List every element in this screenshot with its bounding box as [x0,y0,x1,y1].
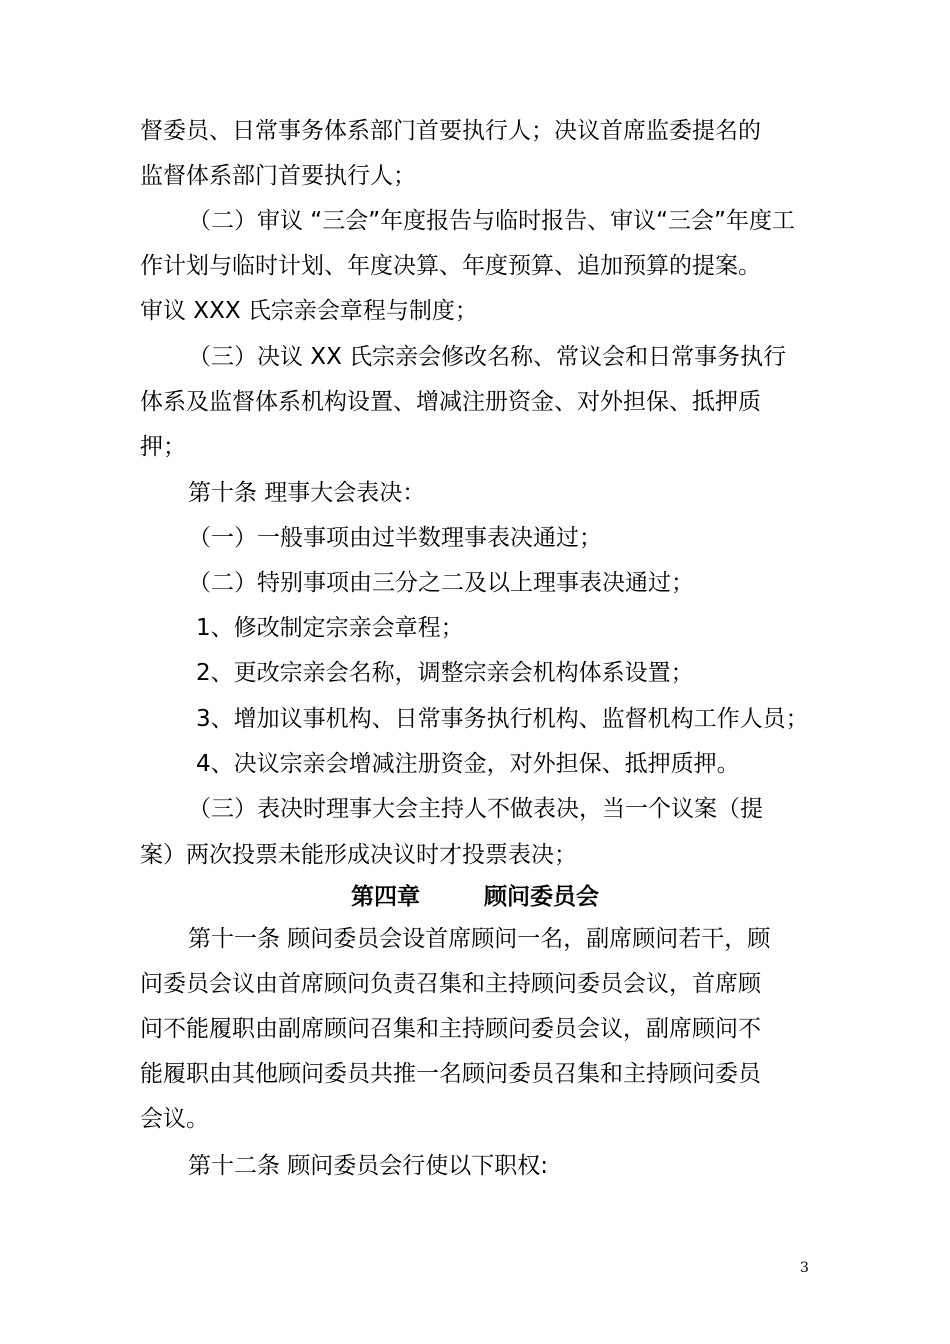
text-line: （三）表决时理事大会主持人不做表决，当一个议案（提 [188,796,763,822]
text-line: 问委员会议由首席顾问负责召集和主持顾问委员会议，首席顾 [140,971,761,997]
text-line: 问不能履职由副席顾问召集和主持顾问委员会议，副席顾问不 [140,1016,761,1042]
text-line: （一）一般事项由过半数理事表决通过； [188,525,602,551]
text-line: （二）特别事项由三分之二及以上理事表决通过； [188,570,694,596]
article-heading: 第十一条 顾问委员会设首席顾问一名，副席顾问若干，顾 [188,926,771,952]
list-item: 4、决议宗亲会增减注册资金，对外担保、抵押质押。 [196,751,740,777]
text-line: 案）两次投票未能形成决议时才投票表决； [140,842,577,868]
text-line: 监督体系部门首要执行人； [140,163,416,189]
text-line: 押； [140,434,186,460]
text-line: 能履职由其他顾问委员共推一名顾问委员召集和主持顾问委员 [140,1061,761,1087]
article-heading: 第十条 理事大会表决： [188,480,426,506]
chapter-title: 第四章 顾问委员会 [350,884,600,910]
article-heading: 第十二条 顾问委员会行使以下职权: [188,1153,549,1179]
text-line: 审议 XXX 氏宗亲会章程与制度； [140,298,478,324]
list-item: 3、增加议事机构、日常事务执行机构、监督机构工作人员； [196,706,809,732]
text-line: 体系及监督体系机构设置、增减注册资金、对外担保、抵押质 [140,389,761,415]
text-line: （三）决议 XX 氏宗亲会修改名称、常议会和日常事务执行 [188,344,787,370]
list-item: 2、更改宗亲会名称，调整宗亲会机构体系设置； [196,660,694,686]
text-line: 督委员、日常事务体系部门首要执行人；决议首席监委提名的 [140,118,761,144]
page-number: 3 [800,1260,809,1276]
text-line: （二）审议 “三会”年度报告与临时报告、审议“三会”年度工 [188,208,795,234]
list-item: 1、修改制定宗亲会章程； [196,615,464,641]
text-line: 会议。 [140,1106,209,1132]
text-line: 作计划与临时计划、年度决算、年度预算、追加预算的提案。 [140,253,761,279]
